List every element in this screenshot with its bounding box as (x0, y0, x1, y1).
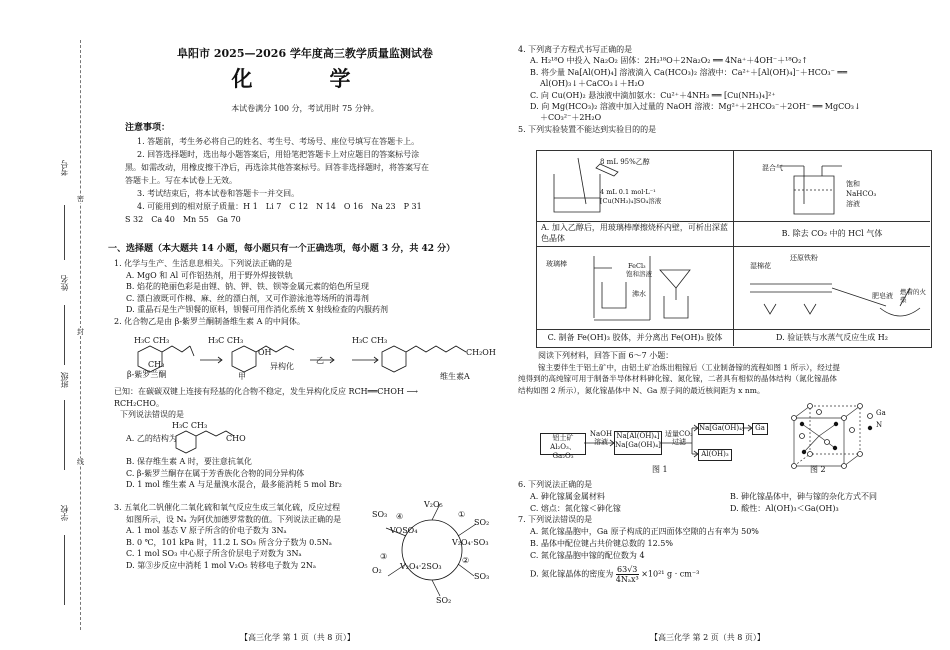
q7-stem: 7. 下列说法错误的是 (518, 515, 593, 525)
q2-yi-label: 乙 (316, 356, 324, 365)
fold-char-mi: 密 (77, 195, 84, 203)
q3-option-c: C. 1 mol SO₃ 中心原子所含价层电子对数为 3Nₐ (126, 549, 302, 559)
notice-item: 2. 回答选择题时，选出每小题答案后，用铅笔把答题卡上对应题目的答案标号涂 (137, 150, 420, 159)
exam-number-line (64, 205, 65, 260)
q3-option-d: D. 第③步反应中消耗 1 mol V₂O₅ 转移电子数为 2Nₐ (126, 560, 316, 570)
q2-jia-label: 甲 (238, 372, 246, 381)
notice-item: S 32 Ca 40 Mn 55 Ga 70 (125, 215, 241, 224)
name-label: 姓名 (60, 275, 69, 291)
question-4 (518, 44, 938, 135)
flow-co2-1: 适量CO₂ (665, 430, 693, 438)
q5-cell-c-text: C. 制备 Fe(OH)₃ 胶体，并分离出 Fe(OH)₃ 胶体 (537, 330, 734, 346)
q4-line: ＋CO₃²⁻＋2H₂O (540, 113, 602, 123)
section-heading: 一、选择题（本大题共 14 小题，每小题只有一个正确选项，每小题 3 分，共 42 分） (108, 244, 456, 254)
q1-option-b: B. 焰花的艳丽色彩是由锂、钠、钾、铁、钡等金属元素的焰色所呈现 (126, 282, 369, 292)
flow-arrows (584, 420, 774, 464)
figure-2-label: 图 2 (810, 465, 826, 474)
q6-row-2 (518, 503, 938, 515)
legend-ga: Ga (876, 409, 886, 417)
gan-unit-cell (790, 404, 868, 468)
q7-d-numerator: 63√3 (617, 564, 638, 574)
q4-line: B. 将少量 Na[Al(OH)₄] 溶液滴入 Ca(HCO₃)₂ 溶液中：Ca²⁺＋[Al(OH)₄]⁻＋HCO₃⁻ ══ (530, 67, 848, 77)
lab-glassrod: 玻璃棒 (546, 260, 567, 268)
q4-line: C. 向 Cu(OH)₂ 悬浊液中滴加氨水：Cu²⁺＋4NH₃ ══ [Cu(NH₃)₄]²⁺ (530, 90, 776, 100)
q4-line: Al(OH)₃↓＋CaCO₃↓＋H₂O (540, 79, 645, 89)
q2-option-b: B. 保存维生素 A 时，要注意抗氧化 (126, 457, 252, 466)
q2-ionone-label: β-紫罗兰酮 (127, 370, 167, 379)
notice-item: 黑。如需改动，用橡皮擦干净后，再选涂其他答案标号。回答非选择题时，将答案写在 (125, 163, 429, 172)
school-label: 学校 (60, 505, 69, 521)
lab-fecl3-1: FeCl₃ (628, 262, 646, 270)
cycle-step-4: ④ (396, 512, 404, 521)
q6-stem: 6. 下列说法正确的是 (518, 480, 593, 489)
apparatus-d (740, 248, 930, 326)
lab-nahco3-3: 溶液 (846, 200, 860, 208)
q1-option-c: C. 漂白液既可作棉、麻、丝的漂白剂，又可作游泳池等场所的消毒剂 (126, 293, 369, 303)
q7-option-c: C. 氮化镓晶胞中镓的配位数为 4 (530, 550, 645, 560)
q2-h3c-label-3: H₃C CH₃ (352, 336, 388, 345)
q2-options (114, 456, 504, 491)
cycle-v2o4so3: V₂O₄·SO₃ (452, 538, 489, 547)
q5-stem: 5. 下列实验装置不能达到实验目的的是 (518, 124, 657, 134)
cycle-voso4: VOSO₄ (390, 526, 418, 535)
q6-option-a: A. 砷化镓属金属材料 (530, 491, 605, 501)
q5-cell-d-text: D. 验证铁与水蒸气反应生成 H₂ (776, 333, 888, 342)
q5-cell-b-text: B. 除去 CO₂ 中的 HCl 气体 (734, 222, 930, 247)
fold-char-feng: 封 (77, 328, 84, 336)
notice-heading: 注意事项： (125, 123, 171, 133)
flow-mix-2: Na[Ga(OH)₄] (615, 441, 661, 449)
q2-note1: 已知：在碳碳双键上连接有羟基的化合物不稳定，发生异构化反应 RCH══CHOH ⟶ (114, 387, 418, 396)
lab-nahco3-2: NaHCO₃ (846, 190, 877, 198)
reading-line: 结构如图 2 所示），氮化镓晶体中 N、Ga 原子间的最近核间距为 x nm。 (518, 385, 765, 395)
flow-filter: 过滤 (672, 438, 686, 446)
q2-ch3-label: CH₃ (148, 360, 165, 369)
apparatus-c (540, 248, 730, 326)
notice-item: 3. 考试结束后，将本试卷和答题卡一并交回。 (137, 189, 300, 198)
q6-option-c: C. 熔点：氮化镓＜砷化镓 (530, 503, 621, 513)
q5-cell-a-text: A. 加入乙醇后，用玻璃棒摩擦烧杯内壁，可析出深蓝色晶体 (537, 222, 734, 247)
q1-option-d: D. 重晶石是生产钡餐的原料，钡餐可用作消化系统 X 射线检查的内服药剂 (126, 305, 388, 315)
lab-cusol-1: 4 mL 0.1 mol·L⁻¹ (600, 188, 656, 196)
flow-ore-2: Al₂O₃、Ga₂O₃ (550, 443, 576, 460)
question-6-7 (518, 479, 938, 584)
footer-left: 【高三化学 第 1 页（共 8 页）】 (240, 633, 355, 642)
question-3 (114, 502, 374, 572)
q2-h3c-label-2: H₃C CH₃ (208, 336, 244, 345)
school-line (64, 535, 65, 605)
lab-burning-match: 燃着的火柴 (900, 288, 926, 304)
cycle-step-1: ① (458, 510, 466, 519)
flow-ga: Ga (752, 423, 768, 435)
flow-aloh3: Al(OH)₃ (698, 449, 732, 461)
q7-d-suffix: ×10²¹ g · cm⁻³ (641, 569, 700, 579)
flow-ore (540, 433, 586, 460)
q2-option-d: D. 1 mol 维生素 A 与足量溴水混合，最多能消耗 5 mol Br₂ (126, 480, 342, 490)
q7-option-d (518, 565, 938, 584)
footer-right: 【高三化学 第 2 页（共 8 页）】 (650, 633, 765, 642)
notice-item: 答题卡上。写在本试卷上无效。 (125, 176, 237, 185)
q2-vita-label: 维生素A (440, 372, 470, 381)
q2-cho-label: CHO (226, 434, 246, 443)
score-line: 本试卷满分 100 分，考试用时 75 分钟。 (231, 104, 379, 113)
exam-number-label: 考号 (60, 160, 69, 176)
q2-h3c-label-4: H₃C CH₃ (172, 421, 208, 430)
cycle-so2-out: SO₂ (436, 596, 452, 605)
q3-stem-2: 如图所示，设 Nₐ 为阿伏加德罗常数的值。下列说法正确的是 (126, 514, 342, 524)
name-line (64, 305, 65, 365)
q4-line: D. 向 Mg(HCO₃)₂ 溶液中加入过量的 NaOH 溶液：Mg²⁺＋2HCO₃⁻＋2OH⁻ ══ MgCO₃↓ (530, 102, 861, 112)
cycle-o2: O₂ (372, 566, 382, 575)
lab-ethanol: 8 mL 95%乙醇 (600, 158, 650, 166)
lab-soap: 肥皂液 (872, 292, 893, 300)
q7-d-fraction (616, 565, 639, 584)
q2-option-a: A. 乙的结构为 (126, 434, 177, 443)
q2-h3c-label: H₃C CH₃ (134, 336, 170, 345)
lab-cusol-2: [Cu(NH₃)₄]SO₄溶液 (600, 197, 662, 205)
q3-stem-1: 3. 五氧化二钒催化二氧化硫和氧气反应生成三氧化硫，反应过程 (114, 503, 341, 512)
flow-ga-sol: Na[Ga(OH)₄] (698, 423, 744, 435)
q2-ask: 下列说法错误的是 (120, 410, 184, 420)
lab-fepowder: 还原铁粉 (790, 254, 818, 262)
q1-stem: 1. 化学与生产、生活息息相关。下列说法正确的是 (114, 259, 293, 268)
exam-title: 阜阳市 2025—2026 学年度高三教学质量监测试卷 (177, 47, 433, 60)
reading-line: 镓主要伴生于铝土矿中，由铝土矿冶炼出粗镓后（工业制备镓的流程如图 1 所示），经过提 (538, 362, 841, 372)
cycle-step-3: ③ (380, 552, 388, 561)
notice-block (125, 122, 505, 226)
q7-option-a: A. 氮化镓晶胞中，Ga 原子构成的正四面体空隙的占有率为 50% (530, 527, 759, 537)
cycle-v2o4-2so3: V₂O₄·2SO₃ (400, 562, 442, 571)
q7-d-denominator: 4Nₐx³ (615, 574, 639, 584)
cycle-v2o5: V₂O₅ (424, 500, 443, 509)
q6-option-d: D. 酸性：Al(OH)₃＜Ga(OH)₃ (730, 503, 839, 513)
reading-line: 阅读下列材料，回答下面 6～7 小题： (538, 351, 674, 360)
q3-option-b: B. 0 ℃，101 kPa 时，11.2 L SO₃ 所含分子数为 0.5Nₐ (126, 537, 332, 547)
lab-nahco3-1: 饱和 (846, 180, 860, 188)
q2-option-c: C. β-紫罗兰酮存在属于芳香族化合物的同分异构体 (126, 468, 305, 478)
cycle-step-2: ② (462, 556, 470, 565)
reading-line: 纯得到的高纯镓可用于制备半导体材料砷化镓、氮化镓，二者具有相似的晶体结构（氮化镓晶体 (518, 374, 837, 384)
lab-fecl3-2: 饱和溶液 (626, 270, 652, 278)
lab-boil: 沸水 (632, 290, 646, 298)
q2-oh-label: OH (258, 348, 272, 357)
binding-strip (0, 0, 100, 650)
q2-notes (114, 386, 504, 421)
flow-naoh-2: 溶液 (594, 438, 608, 446)
notice-item: 1. 答题前，考生务必将自己的姓名、考生号、考场号、座位号填写在答题卡上。 (137, 137, 420, 146)
figure-1-label: 图 1 (652, 465, 668, 474)
q2-ch2oh-label: CH₂OH (466, 348, 496, 357)
q7-option-b: B. 晶体中配位键占共价键总数的 12.5% (530, 538, 673, 548)
flow-naoh-1: NaOH (589, 430, 613, 438)
question-1 (114, 258, 504, 328)
cycle-so2-in: SO₂ (474, 518, 490, 527)
class-line (64, 400, 65, 470)
subject-title: 化 学 (231, 66, 379, 91)
q4-stem: 4. 下列离子方程式书写正确的是 (518, 45, 633, 54)
cycle-so3-out: SO₃ (474, 572, 490, 581)
class-label: 班级 (60, 372, 69, 388)
q1-option-a: A. MgO 和 Al 可作铝热剂，用于野外焊接铁轨 (126, 270, 293, 280)
lab-mixgas: 混合气 (762, 164, 783, 172)
flow-mix-1: Na[Al(OH)₄] (616, 432, 660, 440)
legend-n: N (876, 421, 883, 429)
fold-char-xian: 线 (77, 458, 84, 466)
q2-note2: RCH₂CHO。 (114, 398, 164, 408)
q4-line: A. H₂¹⁸O 中投入 Na₂O₂ 固体：2H₂¹⁸O＋2Na₂O₂ ══ 4Na⁺＋4OH⁻＋¹⁸O₂↑ (530, 56, 808, 66)
flow-ore-1: 铝土矿 (552, 434, 574, 442)
q2-stem: 2. 化合物乙是由 β-紫罗兰酮制备维生素 A 的中间体。 (114, 316, 305, 326)
q3-option-a: A. 1 mol 基态 V 原子所含的价电子数为 3Nₐ (126, 526, 287, 536)
reading-passage (518, 350, 938, 396)
crystal-legend-markers (866, 412, 876, 434)
q6-option-b: B. 砷化镓晶体中，砷与镓的杂化方式不同 (730, 491, 877, 501)
q3-catalytic-cycle (370, 498, 490, 608)
notice-item: 4. 可能用到的相对原子质量：H 1 Li 7 C 12 N 14 O 16 Na 23 P 31 (137, 202, 422, 211)
q6-row-1 (518, 491, 938, 503)
q2-isomerize-label: 异构化 (270, 362, 294, 371)
q7-d-prefix: D. 氮化镓晶体的密度为 (530, 569, 614, 579)
lab-wetcotton: 湿棉花 (750, 262, 771, 270)
cycle-so3-in: SO₃ (372, 510, 388, 519)
